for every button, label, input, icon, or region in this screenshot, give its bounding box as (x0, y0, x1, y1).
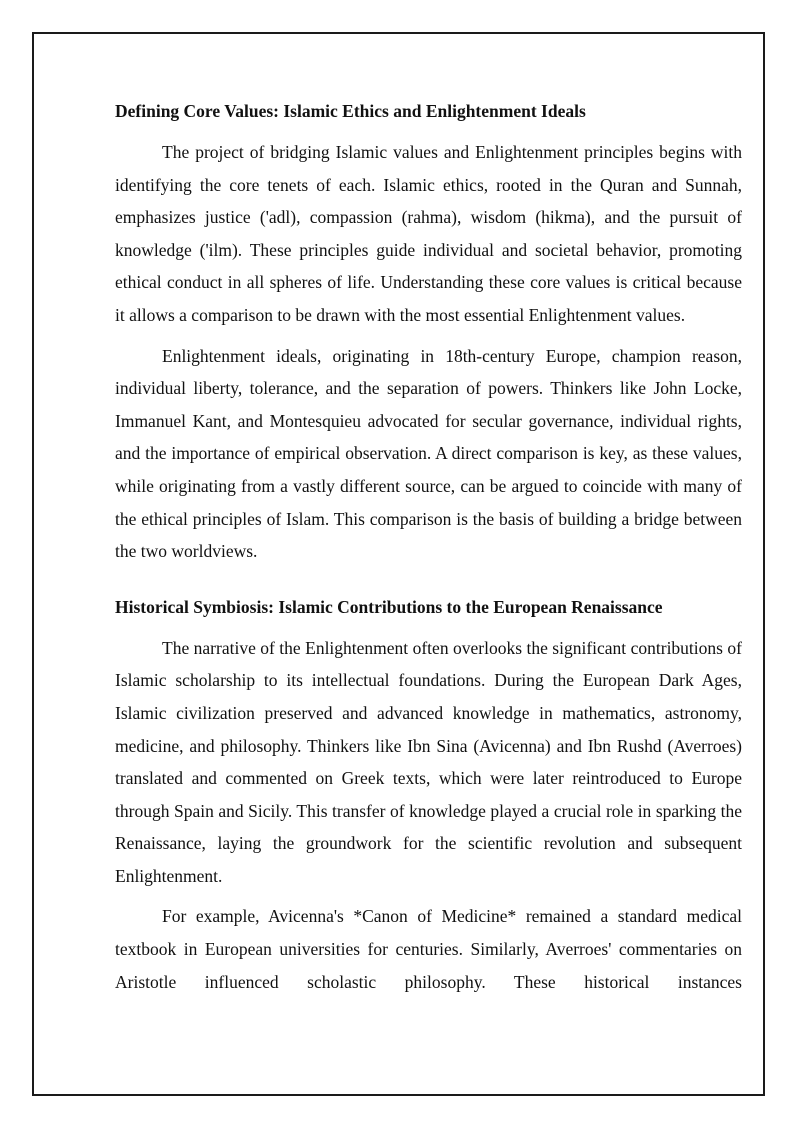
paragraph: The project of bridging Islamic values and Enlightenment principles begins with identifying the core tenets of each. Islamic ethics, rooted in the Quran and Sunnah, emphasizes justice ('adl), compassion (rahma), wisdom (hikma), and the pursuit of knowledge ('ilm). These principles guide individual and societal behavior, promoting ethical conduct in all spheres of life. Understanding these core values is critical because it allows a comparison to be drawn with the most essential Enlightenment values. (115, 142, 742, 325)
paragraph: The narrative of the Enlightenment often overlooks the significant contributions of Islamic scholarship to its intellectual foundations. During the European Dark Ages, Islamic civilization preserved and advanced knowledge in mathematics, astronomy, medicine, and philosophy. Thinkers like Ibn Sina (Avicenna) and Ibn Rushd (Averroes) translated and commented on Greek texts, which were later reintroduced to Europe through Spain and Sicily. This transfer of knowledge played a crucial role in sparking the Renaissance, laying the groundwork for the scientific revolution and subsequent Enlightenment. (115, 637, 742, 886)
section-heading-core-values: Defining Core Values: Islamic Ethics and Enlightenment Ideals (115, 101, 586, 121)
paragraph: For example, Avicenna's *Canon of Medicine* remained a standard medical textbook in European universities for centuries. Similarly, Averroes' commentaries on Aristotle influenced scholastic philosophy. These historical instances (115, 906, 742, 992)
section-heading-historical-symbiosis: Historical Symbiosis: Islamic Contributions to the European Renaissance (115, 596, 663, 617)
paragraph: Enlightenment ideals, originating in 18th-century Europe, champion reason, individual liberty, tolerance, and the separation of powers. Thinkers like John Locke, Immanuel Kant, and Montesquieu advocated for secular governance, individual rights, and the importance of empirical observation. A direct comparison is key, as these values, while originating from a vastly different source, can be argued to coincide with many of the ethical principles of Islam. This comparison is the basis of building a bridge between the two worldviews. (115, 345, 742, 562)
document-body (115, 100, 742, 1006)
